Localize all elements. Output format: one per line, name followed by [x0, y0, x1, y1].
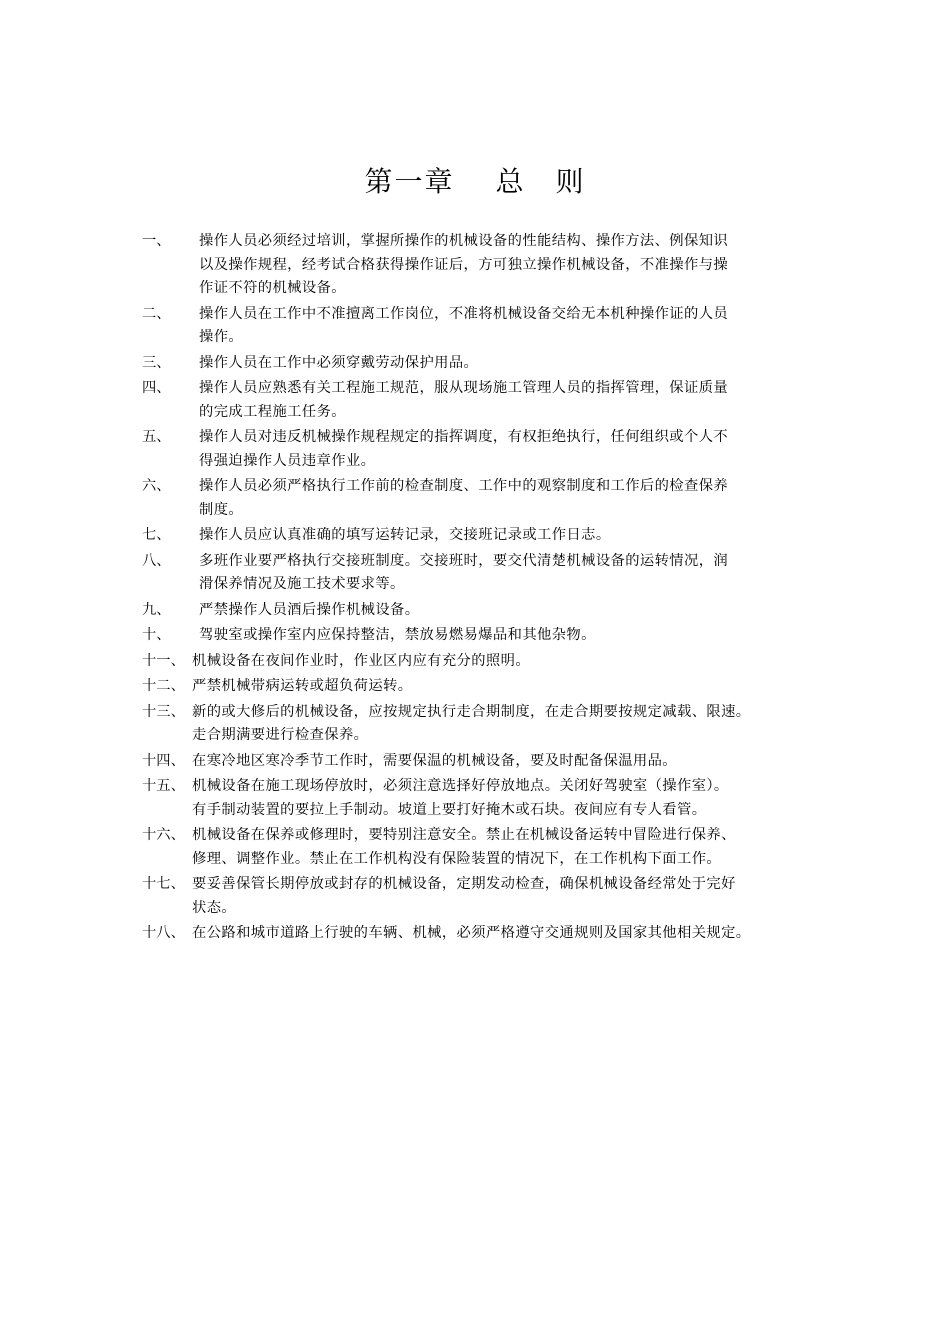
rule-item [0, 230, 950, 301]
rule-text-line: 滑保养情况及施工技术要求等。 [199, 576, 405, 592]
chapter-title: 第一章 总 则 [364, 165, 586, 198]
rule-item [0, 873, 950, 920]
rule-number: 十八、 [142, 925, 185, 941]
rule-text-line: 机械设备在夜间作业时，作业区内应有充分的照明。 [192, 652, 531, 669]
rule-number: 十、 [142, 627, 171, 643]
rule-text-line: 机械设备在施工现场停放时，必须注意选择好停放地点。关闭好驾驶室（操作室）。 [192, 778, 729, 794]
rule-text-line: 制度。 [199, 501, 244, 518]
rule-number: 一、 [142, 233, 171, 249]
rule-item [0, 750, 950, 774]
rule-text-line: 操作人员应认真准确的填写运转记录，交接班记录或工作日志。 [199, 527, 611, 543]
rule-number: 十五、 [142, 778, 185, 794]
rule-item [0, 624, 950, 648]
rule-item [0, 426, 950, 473]
rule-text-line: 操作人员应熟悉有关工程施工规范，服从现场施工管理人员的指挥管理，保证质量 [199, 380, 729, 396]
rule-text-line: 在寒冷地区寒冷季节工作时，需要保温的机械设备，要及时配备保温用品。 [192, 752, 677, 769]
rule-text-line: 严禁操作人员酒后操作机械设备。 [199, 601, 420, 618]
rule-text-line: 驾驶室或操作室内应保持整洁，禁放易燃易爆品和其他杂物。 [199, 627, 596, 643]
rule-text-line: 操作人员在工作中不准擅离工作岗位，不准将机械设备交给无本机种操作证的人员 [199, 305, 729, 322]
rule-number: 十二、 [142, 678, 185, 694]
rule-text-line: 要妥善保管长期停放或封存的机械设备，定期发动检查，确保机械设备经常处于完好 [192, 876, 736, 892]
rule-text-line: 在公路和城市道路上行驶的车辆、机械，必须严格遵守交通规则及国家其他相关规定。 [192, 925, 751, 941]
rule-text-line: 操作人员必须严格执行工作前的检查制度、工作中的观察制度和工作后的检查保养 [199, 478, 729, 494]
rule-number: 五、 [142, 429, 171, 445]
rule-number: 九、 [142, 601, 171, 618]
rule-number: 七、 [142, 527, 171, 543]
rule-text-line: 状态。 [192, 899, 237, 916]
rule-number: 十一、 [142, 652, 185, 669]
rule-text-line: 作证不符的机械设备。 [199, 280, 346, 296]
rule-item [0, 824, 950, 871]
rule-item [0, 475, 950, 522]
rule-text-line: 操作人员在工作中必须穿戴劳动保护用品。 [199, 354, 479, 371]
rules-list [0, 230, 950, 948]
rule-number: 十六、 [142, 827, 185, 843]
rule-text-line: 操作人员必须经过培训，掌握所操作的机械设备的性能结构、操作方法、例保知识 [199, 233, 729, 249]
rule-item [0, 377, 950, 424]
rule-text-line: 修理、调整作业。禁止在工作机构没有保险装置的情况下，在工作机构下面工作。 [192, 850, 722, 867]
rule-number: 十三、 [142, 703, 185, 720]
rule-item [0, 352, 950, 376]
rule-item [0, 922, 950, 946]
rule-item [0, 701, 950, 748]
rule-text-line: 严禁机械带病运转或超负荷运转。 [192, 678, 413, 694]
rule-text-line: 的完成工程施工任务。 [199, 403, 346, 420]
rule-text-line: 得强迫操作人员违章作业。 [199, 452, 376, 469]
rule-text-line: 操作。 [199, 329, 244, 345]
rule-text-line: 多班作业要严格执行交接班制度。交接班时，要交代清楚机械设备的运转情况，润 [199, 552, 729, 569]
rule-text-line: 走合期满要进行检查保养。 [192, 727, 369, 743]
rule-item [0, 599, 950, 623]
rule-item [0, 775, 950, 822]
rule-number: 六、 [142, 478, 171, 494]
rule-number: 四、 [142, 380, 171, 396]
rule-item [0, 675, 950, 699]
rule-number: 二、 [142, 305, 171, 322]
rule-number: 八、 [142, 552, 171, 569]
rule-text-line: 有手制动装置的要拉上手制动。坡道上要打好掩木或石块。夜间应有专人看管。 [192, 801, 707, 818]
rule-number: 十七、 [142, 876, 185, 892]
rule-text-line: 操作人员对违反机械操作规程规定的指挥调度，有权拒绝执行，任何组织或个人不 [199, 429, 729, 445]
rule-number: 十四、 [142, 752, 185, 769]
rule-text-line: 以及操作规程，经考试合格获得操作证后，方可独立操作机械设备，不准操作与操 [199, 256, 729, 273]
rule-item [0, 524, 950, 548]
rule-item [0, 550, 950, 597]
rule-item [0, 303, 950, 350]
rule-text-line: 机械设备在保养或修理时，要特别注意安全。禁止在机械设备运转中冒险进行保养、 [192, 827, 736, 843]
rule-item [0, 650, 950, 674]
rule-text-line: 新的或大修后的机械设备，应按规定执行走合期制度，在走合期要按规定减载、限速。 [192, 703, 751, 720]
rule-number: 三、 [142, 354, 171, 371]
